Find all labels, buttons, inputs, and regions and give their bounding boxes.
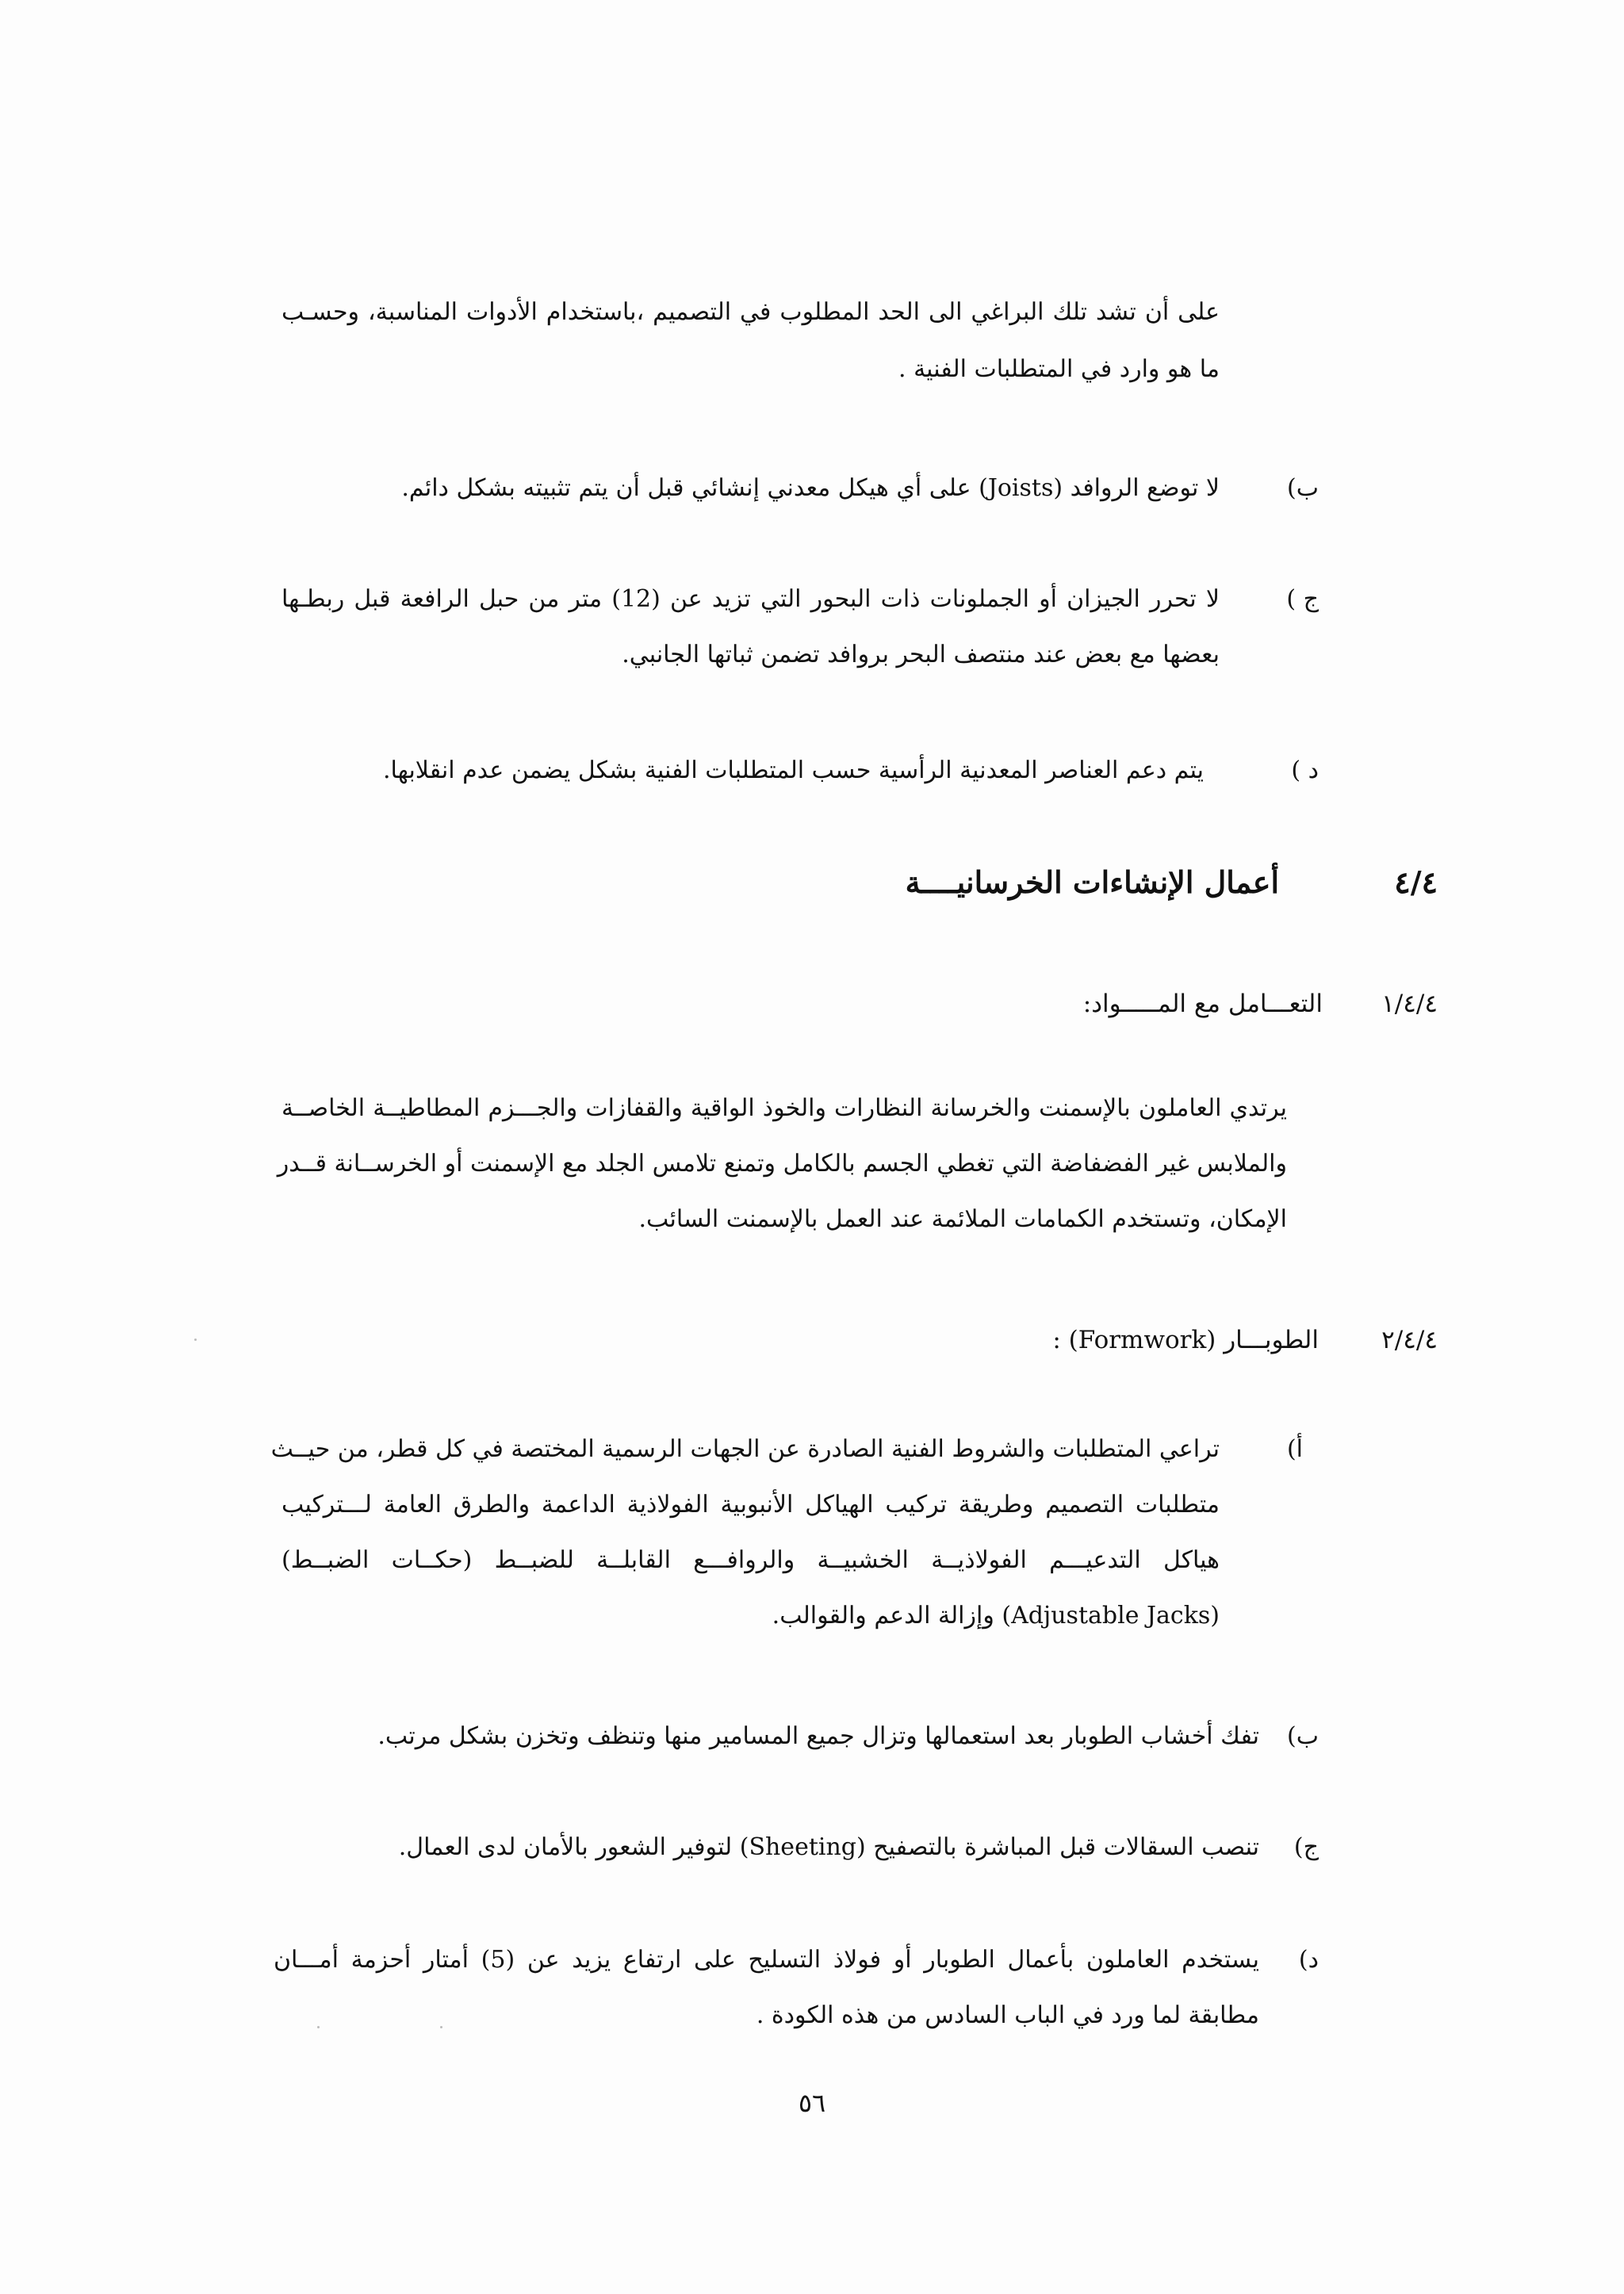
scan-speck	[317, 2026, 320, 2028]
subsection-2-title: الطوبـــار (Formwork) :	[1052, 1326, 1319, 1354]
section-title: أعمال الإنشاءات الخرسانيــــة	[905, 864, 1279, 900]
section-number: ٤/٤	[1394, 864, 1438, 900]
item-c2-text: تنصب السقالات قبل المباشرة بالتصفيح (Sheeting) لتوفير الشعور بالأمان لدى العمال.	[398, 1833, 1259, 1861]
item-b2-marker: ب)	[1287, 1722, 1319, 1750]
sub1-line-2: والملابس غير الفضفاضة التي تغطي الجسم بالكامل وتمنع تلامس الجلد مع الإسمنت أو الخرســانة قــدر	[277, 1150, 1287, 1178]
scan-speck	[194, 1338, 197, 1341]
scan-speck	[440, 2026, 442, 2028]
item-d-text: يتم دعم العناصر المعدنية الرأسية حسب المتطلبات الفنية بشكل يضمن عدم انقلابها.	[382, 756, 1204, 784]
item-c-line-1: لا تحرر الجيزان أو الجملونات ذات البحور التي تزيد عن (12) متر من حبل الرافعة قبل ربطـها	[282, 585, 1220, 613]
subsection-2-number: ٢/٤/٤	[1381, 1326, 1438, 1354]
item-d2-marker: د)	[1298, 1946, 1319, 1974]
item-a2-marker: أ)	[1286, 1435, 1303, 1463]
item-a2-line-2: متطلبات التصميم وطريقة تركيب الهياكل الأنبوبية الفولاذية الداعمة والطرق العامة لـــتركيب	[282, 1491, 1220, 1518]
item-a2-line-4: (Adjustable Jacks) وإزالة الدعم والقوالب.	[772, 1602, 1220, 1630]
item-a2-line-3: هياكل التدعيـــم الفولاذيــة الخشبيــة والروافـــع القابلــة للضبــط (حكــات الضبــط)	[282, 1546, 1220, 1574]
item-c-marker: ج )	[1286, 585, 1319, 613]
intro-line-2: ما هو وارد في المتطلبات الفنية .	[898, 355, 1220, 383]
item-b-text: لا توضع الروافد (Joists) على أي هيكل معدني إنشائي قبل أن يتم تثبيته بشكل دائم.	[401, 474, 1220, 502]
intro-line-1: على أن تشد تلك البراغي الى الحد المطلوب في التصميم ،باستخدام الأدوات المناسبة، وحسـب	[282, 298, 1220, 326]
sub1-line-3: الإمكان، وتستخدم الكمامات الملائمة عند العمل بالإسمنت السائب.	[638, 1205, 1287, 1233]
item-d-marker: د )	[1291, 756, 1319, 784]
item-c-line-2: بعضها مع بعض عند منتصف البحر بروافد تضمن ثباتها الجانبي.	[622, 641, 1220, 668]
item-d2-line-1: يستخدم العاملون بأعمال الطوبار أو فولاذ التسليح على ارتفاع يزيد عن (5) أمتار أحزمة أمـــان	[274, 1946, 1259, 1974]
sub1-line-1: يرتدي العاملون بالإسمنت والخرسانة النظارات والخوذ الواقية والقفازات والجـــزم المطاطيــة الخاصــة	[282, 1094, 1287, 1122]
item-d2-line-2: مطابقة لما ورد في الباب السادس من هذه الكودة .	[756, 2001, 1259, 2029]
subsection-1-title: التعـــامل مع المـــــواد:	[1082, 990, 1323, 1018]
subsection-1-number: ١/٤/٤	[1381, 990, 1438, 1018]
page-number: ٥٦	[798, 2088, 826, 2118]
item-a2-line-1: تراعي المتطلبات والشروط الفنية الصادرة عن الجهات الرسمية المختصة في كل قطر، من حيــث	[270, 1435, 1220, 1463]
item-b-marker: ب)	[1287, 474, 1319, 502]
item-c2-marker: ج)	[1293, 1833, 1319, 1861]
item-b2-text: تفك أخشاب الطوبار بعد استعمالها وتزال جميع المسامير منها وتنظف وتخزن بشكل مرتب.	[377, 1722, 1259, 1750]
